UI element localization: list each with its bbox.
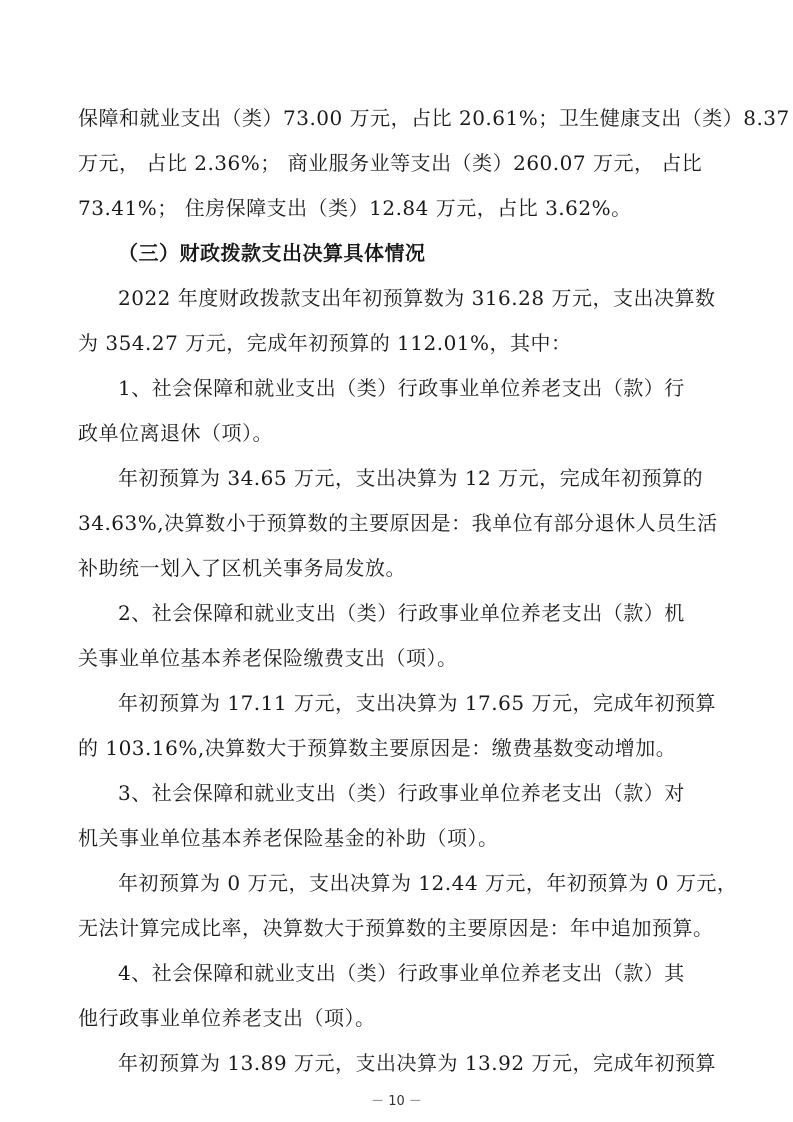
paragraph-line: 为 354.27 万元，完成年初预算的 112.01%，其中：: [78, 331, 572, 355]
list-item-heading: 2、社会保障和就业支出（类）行政事业单位养老支出（款）机: [118, 601, 685, 625]
list-item-heading: 3、社会保障和就业支出（类）行政事业单位养老支出（款）对: [118, 781, 685, 805]
page-number: － 10 －: [371, 1094, 422, 1109]
paragraph-line: 万元， 占比 2.36%； 商业服务业等支出（类）260.07 万元， 占比: [78, 151, 703, 175]
list-item-heading: 机关事业单位基本养老保险基金的补助（项）。: [78, 826, 499, 850]
paragraph-line: 年初预算为 17.11 万元，支出决算为 17.65 万元，完成年初预算: [118, 691, 716, 715]
paragraph-line: 年初预算为 34.65 万元，支出决算为 12 万元，完成年初预算的: [118, 466, 704, 490]
paragraph-line: 补助统一划入了区机关事务局发放。: [78, 556, 406, 580]
list-item-heading: 1、社会保障和就业支出（类）行政事业单位养老支出（款）行: [118, 376, 685, 400]
paragraph-line: 34.63%,决算数小于预算数的主要原因是：我单位有部分退休人员生活: [78, 511, 718, 535]
paragraph-line: 保障和就业支出（类）73.00 万元，占比 20.61%；卫生健康支出（类）8.37: [78, 106, 790, 130]
list-item-heading: 政单位离退休（项）。: [78, 421, 273, 445]
list-item-heading: 4、社会保障和就业支出（类）行政事业单位养老支出（款）其: [118, 961, 685, 985]
paragraph-line: 2022 年度财政拨款支出年初预算数为 316.28 万元，支出决算数: [118, 286, 716, 310]
paragraph-line: 无法计算完成比率，决算数大于预算数的主要原因是：年中追加预算。: [78, 916, 714, 940]
paragraph-line: 年初预算为 0 万元，支出决算为 12.44 万元，年初预算为 0 万元，: [118, 871, 738, 895]
list-item-heading: 他行政事业单位养老支出（项）。: [78, 1006, 376, 1030]
section-heading: （三）财政拨款支出决算具体情况: [118, 241, 426, 265]
list-item-heading: 关事业单位基本养老保险缴费支出（项）。: [78, 646, 458, 670]
paragraph-line: 73.41%； 住房保障支出（类）12.84 万元，占比 3.62%。: [78, 196, 632, 220]
paragraph-line: 年初预算为 13.89 万元，支出决算为 13.92 万元，完成年初预算: [118, 1051, 716, 1075]
paragraph-line: 的 103.16%,决算数大于预算数主要原因是：缴费基数变动增加。: [78, 736, 677, 760]
